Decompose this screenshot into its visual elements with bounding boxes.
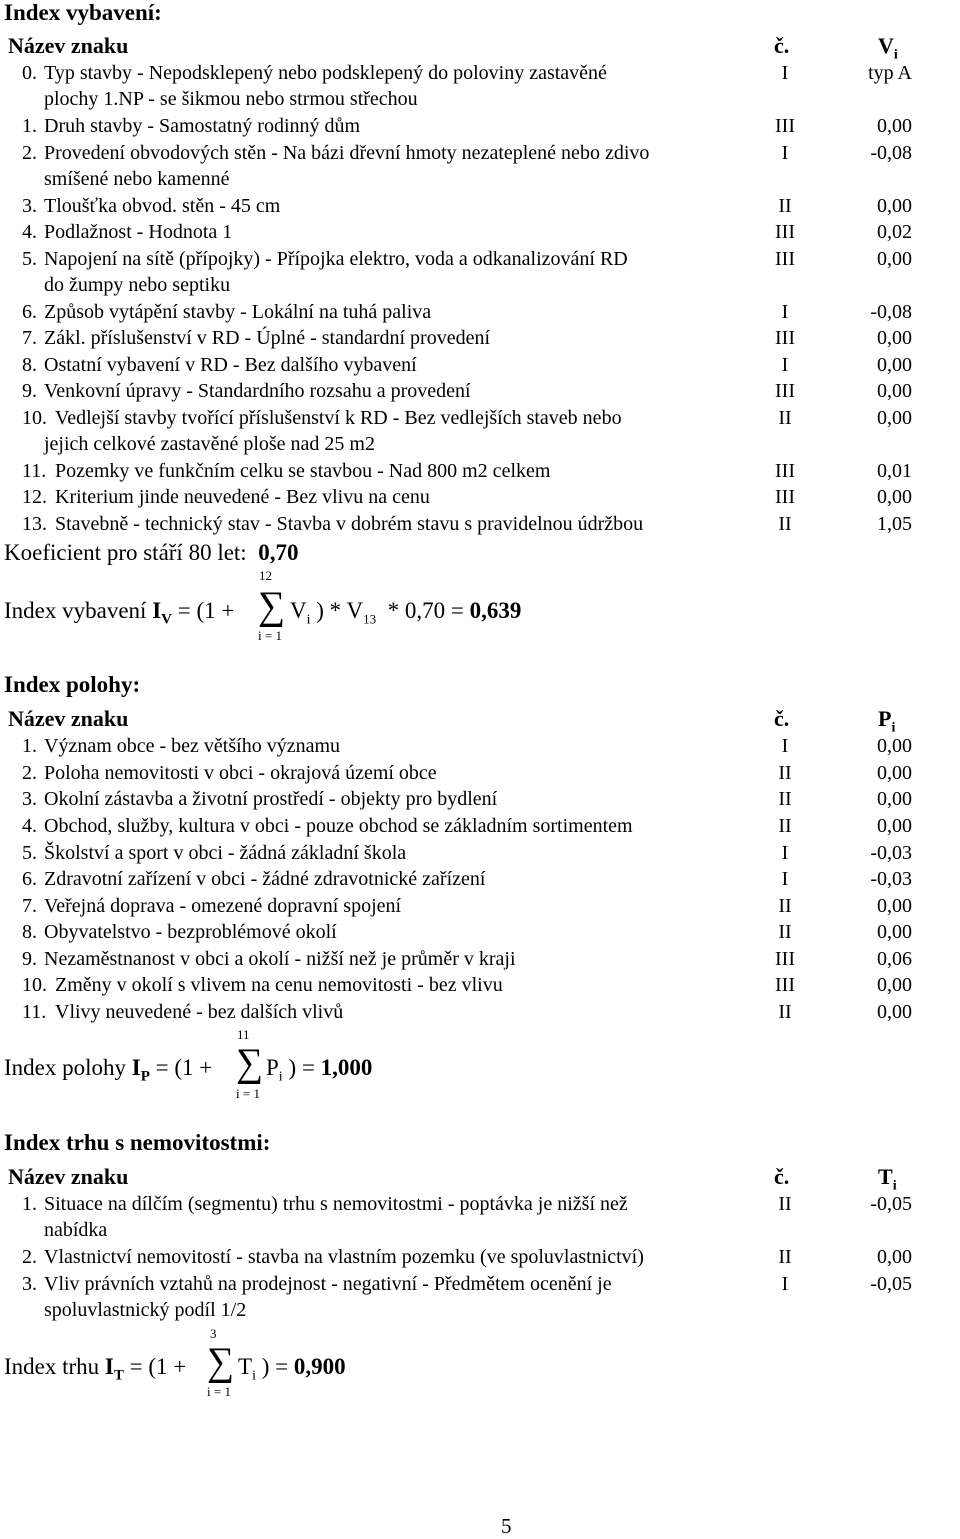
row-number: 1. [22,1193,37,1215]
row-class: III [775,380,795,402]
row-value: 0,02 [877,221,912,243]
row-value: 0,00 [877,380,912,402]
row-number: 7. [22,895,37,917]
row-class: II [778,513,792,535]
row-value: -0,05 [870,1273,912,1295]
row-text: Vedlejší stavby tvořící příslušenství k RD - Bez vedlejších staveb nebo [55,407,622,429]
sum-symbol-icon: ∑ [258,583,286,629]
row-number: 4. [22,221,37,243]
row-number: 11. [22,1001,47,1023]
row-text: Typ stavby - Nepodsklepený nebo podsklepený do poloviny zastavěné [44,62,607,84]
row-class: II [778,815,792,837]
page-number: 5 [501,1514,512,1538]
row-number: 5. [22,842,37,864]
row-class: II [778,1001,792,1023]
row-class: I [781,301,789,323]
row-number: 3. [22,788,37,810]
row-text: Školství a sport v obci - žádná základní škola [44,842,407,864]
row-class: I [781,354,789,376]
row-text: Okolní zástavba a životní prostředí - objekty pro bydlení [44,788,498,810]
row-value: -0,03 [870,842,912,864]
table-row [0,486,960,512]
sum-symbol-icon: ∑ [236,1040,264,1086]
row-value: 0,00 [877,815,912,837]
table-row [0,407,960,455]
row-value: 1,05 [877,513,912,535]
row-number: 10. [22,974,47,996]
row-text: Vliv právních vztahů na prodejnost - negativní - Předmětem ocenění je [44,1273,612,1295]
table-row [0,1273,960,1321]
row-text: Veřejná doprava - omezené dopravní spojení [44,895,402,917]
row-number: 1. [22,735,37,757]
equipment-formula: Index vybavení $I_V = (1$ + [4,598,235,628]
row-class: III [775,948,795,970]
row-value: 0,00 [877,895,912,917]
location-header-val: $P_i$ [878,706,896,736]
row-number: 3. [22,1273,37,1295]
table-row [0,221,960,247]
row-number: 9. [22,948,37,970]
row-class: II [778,1246,792,1268]
row-value: 0,00 [877,1246,912,1268]
row-text: Situace na dílčím (segmentu) trhu s nemovitostmi - poptávka je nižší než [44,1193,628,1215]
row-class: III [775,486,795,508]
row-class: III [775,221,795,243]
table-row [0,815,960,841]
row-number: 2. [22,762,37,784]
row-class: I [781,62,789,84]
row-value: 0,00 [877,1001,912,1023]
row-class: II [778,1193,792,1215]
row-value: 0,06 [877,948,912,970]
row-text-continued: jejich celkové zastavěné ploše nad 25 m2 [44,433,375,455]
row-text: Způsob vytápění stavby - Lokální na tuhá paliva [44,301,432,323]
row-number: 13. [22,513,47,535]
location-sum-top: 11 [237,1027,250,1042]
table-row [0,1193,960,1241]
row-value: typ A [868,62,912,84]
row-class: I [781,1273,789,1295]
location-title: Index polohy: [4,672,141,697]
row-text-continued: smíšené nebo kamenné [44,168,230,190]
row-value: 0,00 [877,486,912,508]
row-text: Tloušťka obvod. stěn - 45 cm [44,195,281,217]
row-text-continued: spoluvlastnický podíl 1/2 [44,1299,247,1321]
table-row [0,974,960,1000]
table-row [0,248,960,296]
row-value: 0,01 [877,460,912,482]
row-text: Vlastnictví nemovitostí - stavba na vlastním pozemku (ve spoluvlastnictví) [44,1246,644,1268]
row-value: -0,08 [870,142,912,164]
row-number: 0. [22,62,37,84]
location-header-cls: č. [774,706,790,731]
row-value: 0,00 [877,407,912,429]
equipment-sum-bottom: i = 1 [258,628,282,643]
table-row [0,195,960,221]
row-class: III [775,974,795,996]
row-text: Změny v okolí s vlivem na cenu nemovitosti - bez vlivu [55,974,503,996]
row-number: 1. [22,115,37,137]
table-row [0,868,960,894]
table-row [0,513,960,539]
row-number: 6. [22,301,37,323]
row-text-continued: do žumpy nebo septiku [44,274,231,296]
row-class: II [778,921,792,943]
row-value: 0,00 [877,354,912,376]
table-row [0,762,960,788]
market-header-cls: č. [774,1164,790,1189]
row-value: -0,05 [870,1193,912,1215]
table-row [0,354,960,380]
row-text: Podlažnost - Hodnota 1 [44,221,233,243]
row-number: 2. [22,142,37,164]
row-number: 8. [22,354,37,376]
table-row [0,62,960,110]
table-row [0,1001,960,1027]
row-text: Kriterium jinde neuvedené - Bez vlivu na cenu [55,486,430,508]
row-text: Vlivy neuvedené - bez dalších vlivů [55,1001,344,1023]
market-header-val: $T_i$ [878,1164,897,1194]
equipment-header-name: Název znaku [8,33,129,58]
row-text: Zdravotní zařízení v obci - žádné zdravotnické zařízení [44,868,486,890]
row-text: Obchod, služby, kultura v obci - pouze obchod se základním sortimentem [44,815,633,837]
row-number: 7. [22,327,37,349]
row-text: Význam obce - bez většího významu [44,735,341,757]
row-value: -0,08 [870,301,912,323]
row-value: 0,00 [877,735,912,757]
row-number: 2. [22,1246,37,1268]
row-text: Stavebně - technický stav - Stavba v dobrém stavu s pravidelnou údržbou [55,513,644,535]
row-text: Provedení obvodových stěn - Na bázi dřevní hmoty nezateplené nebo zdivo [44,142,650,164]
row-class: III [775,327,795,349]
table-row [0,1246,960,1272]
age-coefficient: Koeficient pro stáří 80 let: 0,70 [4,540,299,565]
row-class: III [775,248,795,270]
row-text-continued: plochy 1.NP - se šikmou nebo strmou střechou [44,88,418,110]
equipment-formula-rest: $V_i$ ) * $V_{13} * 0,70 = 0,639$ [290,598,522,628]
row-class: II [778,788,792,810]
table-row [0,115,960,141]
location-header-name: Název znaku [8,706,129,731]
row-class: I [781,842,789,864]
row-text: Nezaměstnanost v obci a okolí - nižší než je průměr v kraji [44,948,516,970]
equipment-sum-top: 12 [259,568,272,583]
table-row [0,380,960,406]
row-value: 0,00 [877,327,912,349]
row-text: Druh stavby - Samostatný rodinný dům [44,115,361,137]
row-class: II [778,407,792,429]
row-number: 12. [22,486,47,508]
row-class: II [778,762,792,784]
row-value: 0,00 [877,974,912,996]
row-text: Poloha nemovitosti v obci - okrajová území obce [44,762,437,784]
row-value: 0,00 [877,195,912,217]
table-row [0,842,960,868]
row-number: 5. [22,248,37,270]
market-header-name: Název znaku [8,1164,129,1189]
market-formula: Index trhu $I_T = (1$ + [4,1354,187,1384]
row-text: Obyvatelstvo - bezproblémové okolí [44,921,337,943]
location-formula: Index polohy $I_P = (1$ + [4,1055,213,1085]
row-value: 0,00 [877,762,912,784]
row-text: Zákl. příslušenství v RD - Úplné - standardní provedení [44,327,491,349]
location-formula-rest: $P_i$ ) = 1,000 [266,1055,373,1085]
row-number: 4. [22,815,37,837]
row-value: 0,00 [877,115,912,137]
market-sum-bottom: i = 1 [207,1384,231,1399]
row-class: I [781,142,789,164]
table-row [0,948,960,974]
table-row [0,735,960,761]
market-formula-rest: $T_i$ ) = 0,900 [238,1354,346,1384]
row-text: Napojení na sítě (přípojky) - Přípojka elektro, voda a odkanalizování RD [44,248,628,270]
location-sum-bottom: i = 1 [236,1086,260,1101]
row-class: III [775,460,795,482]
equipment-title: Index vybavení: [4,0,162,25]
table-row [0,895,960,921]
table-row [0,788,960,814]
row-text-continued: nabídka [44,1219,108,1241]
row-number: 3. [22,195,37,217]
table-row [0,301,960,327]
row-text: Pozemky ve funkčním celku se stavbou - Nad 800 m2 celkem [55,460,551,482]
row-class: II [778,195,792,217]
row-class: I [781,868,789,890]
row-value: -0,03 [870,868,912,890]
row-text: Ostatní vybavení v RD - Bez dalšího vybavení [44,354,417,376]
row-value: 0,00 [877,248,912,270]
equipment-header-cls: č. [774,33,790,58]
table-row [0,327,960,353]
market-title: Index trhu s nemovitostmi: [4,1130,271,1155]
sum-symbol-icon: ∑ [207,1339,235,1385]
row-number: 11. [22,460,47,482]
row-value: 0,00 [877,921,912,943]
table-row [0,921,960,947]
row-class: III [775,115,795,137]
row-number: 10. [22,407,47,429]
table-row [0,460,960,486]
row-number: 6. [22,868,37,890]
equipment-header-val: $V_i$ [878,33,898,63]
table-row [0,142,960,190]
market-sum-top: 3 [210,1326,217,1341]
row-text: Venkovní úpravy - Standardního rozsahu a provedení [44,380,471,402]
row-number: 8. [22,921,37,943]
row-class: I [781,735,789,757]
row-number: 9. [22,380,37,402]
row-class: II [778,895,792,917]
row-value: 0,00 [877,788,912,810]
